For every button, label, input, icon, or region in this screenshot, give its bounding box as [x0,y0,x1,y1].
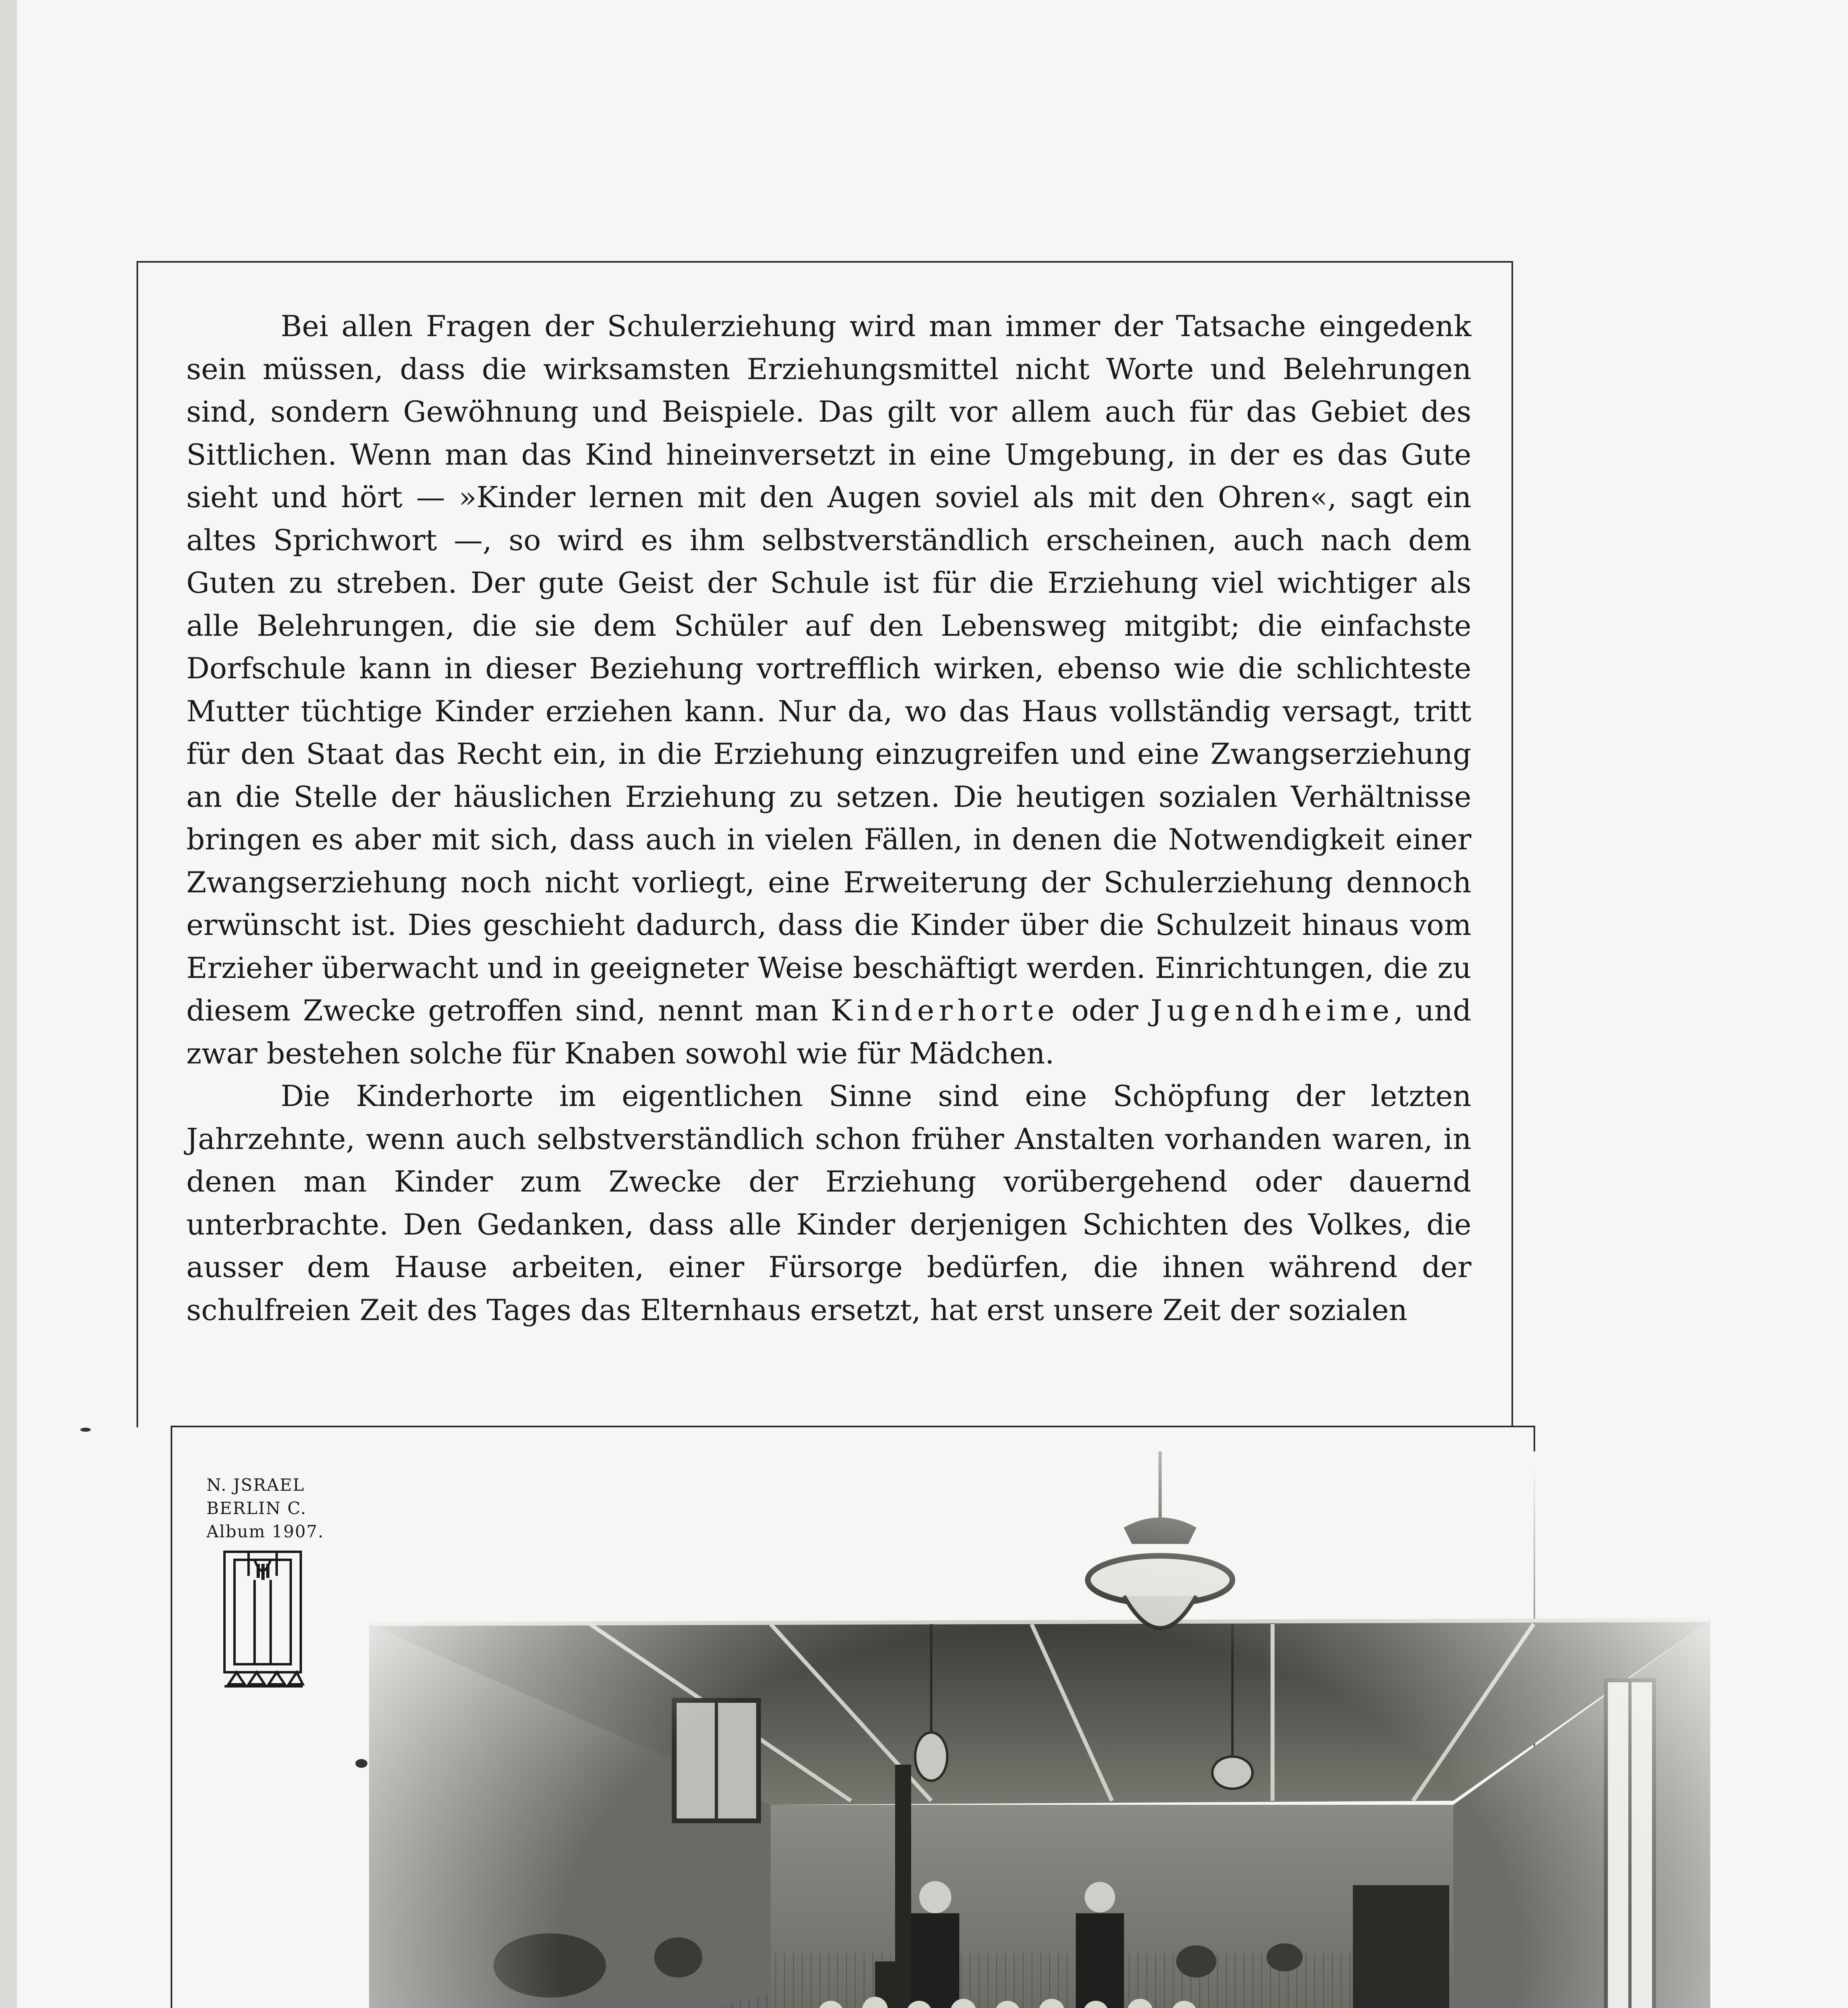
paragraph-1-end: , und zwar bestehen solche für Knaben sowohl wie für Mädchen. [186,994,1471,1070]
paragraph-1 [186,305,1471,1075]
credit-line-2: BERLIN C. [206,1498,307,1518]
paragraph-2: Die Kinderhorte im eigentlichen Sinne sind eine Schöpfung der letzten Jahrzehnte, wenn auch selbstverständlich schon früher Anstalten vorhanden waren, in denen man Kinder zum Zwecke der Erziehung vorübergehend oder dauernd unterbrachte. Den Gedanken, dass alle Kinder derjenigen Schichten des Volkes, die ausser dem Hause arbeiten, einer Fürsorge bedürfen, die ihnen während der schulfreien Zeit des Tages das Elternhaus ersetzt, hat erst unsere Zeit der sozialen [186,1079,1471,1327]
page-spine-edge [0,0,17,2008]
credit-line-3: Album 1907. [206,1522,324,1541]
photo-frame [171,1426,1535,2008]
art-nouveau-ornament-icon [216,1548,309,1700]
photographer-credit [206,1473,324,1543]
credit-line-1: N. JSRAEL [206,1475,305,1495]
text-frame [137,261,1513,1427]
ink-speck [355,1759,367,1768]
word-oder: oder [1071,994,1138,1027]
ink-speck [80,1428,91,1432]
term-kinderhorte: Kinderhorte [830,994,1059,1027]
classroom-photograph [369,1451,1710,2008]
article-body [186,305,1471,1331]
term-jugendheime: Jugendheime [1150,994,1394,1027]
paragraph-1-text: Bei allen Fragen der Schulerziehung wird man immer der Tatsache eingedenk sein müssen, dass die wirksamsten Erziehungsmittel nicht Worte und Belehrungen sind, sondern Gewöhnung und Beispiele. Das gilt vor allem auch für das Gebiet des Sittlichen. Wenn man das Kind hineinversetzt in eine Umgebung, in der es das Gute sieht und hört — »Kinder lernen mit den Augen soviel als mit den Ohren«, sagt ein altes Sprichwort —, so wird es ihm selbstverständlich erscheinen, auch nach dem Guten zu streben. Der gute Geist der Schule ist für die Erziehung viel wichtiger als alle Belehrungen, die sie dem Schüler auf den Lebensweg mitgibt; die einfachste Dorfschule kann in dieser Beziehung vortrefflich wirken, ebenso wie die schlichteste Mutter tüchtige Kinder erziehen kann. Nur da, wo das Haus vollständig versagt, tritt für den Staat das Recht ein, in die Erziehung einzugreifen und eine Zwangserziehung an die Stelle der häuslichen Erziehung zu setzen. Die heutigen sozialen Verhältnisse bringen es aber mit sich, dass auch in vielen Fällen, in denen die Notwendigkeit einer Zwangserziehung noch nicht vorliegt, eine Erweiterung der Schulerziehung dennoch erwünscht ist. Dies geschieht dadurch, dass die Kinder über die Schulzeit hinaus vom Erzieher überwacht und in geeigneter Weise beschäftigt werden. Einrichtungen, die zu diesem Zwecke getroffen sind, nennt man [186,309,1471,1027]
